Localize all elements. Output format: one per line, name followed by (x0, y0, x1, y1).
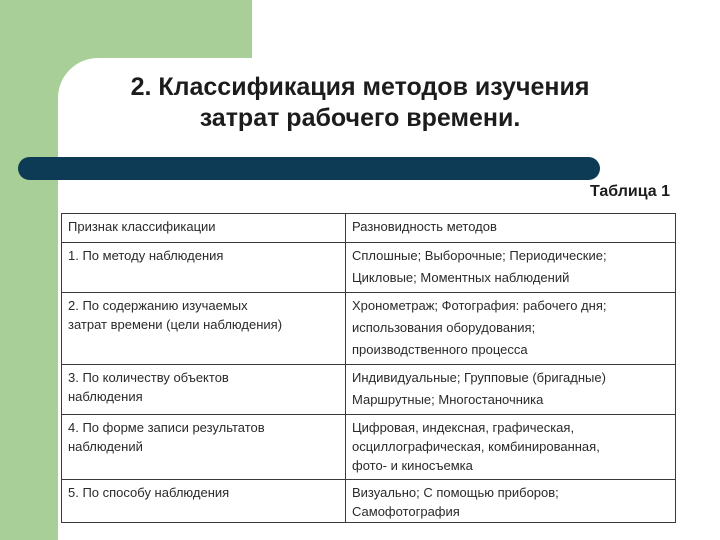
methods-text: Индивидуальные; Групповые (бригадные) (352, 370, 606, 385)
title-line-1: 2. Классификация методов изучения (130, 73, 590, 101)
classification-table (61, 213, 676, 523)
criterion-text: наблюдения (68, 389, 143, 404)
methods-text: Визуально; С помощью приборов; (352, 485, 559, 500)
methods-text: Цикловые; Моментных наблюдений (352, 270, 570, 285)
criterion-text: 5. По способу наблюдения (68, 485, 230, 500)
criterion-cell (62, 293, 346, 364)
criterion-text: 1. По методу наблюдения (68, 248, 224, 263)
criterion-text: 4. По форме записи результатов (68, 420, 265, 435)
table-row (62, 364, 675, 414)
table-row (62, 414, 675, 479)
methods-text: Сплошные; Выборочные; Периодические; (352, 248, 607, 263)
methods-cell (346, 243, 675, 292)
criterion-cell (62, 415, 346, 479)
methods-text: фото- и киносъемка (352, 458, 473, 473)
table-header-row (62, 214, 675, 242)
table-row (62, 242, 675, 292)
header-methods: Разновидность методов (352, 219, 497, 234)
table-row (62, 479, 675, 523)
methods-cell (346, 480, 675, 523)
methods-text: производственного процесса (352, 342, 528, 357)
criterion-text: 3. По количеству объектов (68, 370, 229, 385)
decorative-divider-bar (18, 157, 600, 180)
methods-text: Хронометраж; Фотография: рабочего дня; (352, 298, 607, 313)
table-row (62, 292, 675, 364)
criterion-text: 2. По содержанию изучаемых (68, 298, 248, 313)
title-line-2: затрат рабочего времени. (199, 104, 521, 132)
methods-text: осциллографическая, комбинированная, (352, 439, 600, 454)
criterion-text: затрат времени (цели наблюдения) (68, 317, 283, 332)
methods-cell (346, 415, 675, 479)
methods-text: Маршрутные; Многостаночника (352, 392, 544, 407)
header-criterion: Признак классификации (62, 214, 346, 242)
methods-text: Самофотография (352, 504, 460, 519)
criterion-cell (62, 243, 346, 292)
methods-cell (346, 293, 675, 364)
criterion-cell (62, 480, 346, 523)
methods-cell (346, 365, 675, 414)
slide-title (80, 72, 640, 134)
table-caption: Таблица 1 (589, 183, 670, 200)
methods-text: Цифровая, индексная, графическая, (352, 420, 575, 435)
criterion-text: наблюдений (68, 439, 143, 454)
methods-text: использования оборудования; (352, 320, 536, 335)
criterion-cell (62, 365, 346, 414)
